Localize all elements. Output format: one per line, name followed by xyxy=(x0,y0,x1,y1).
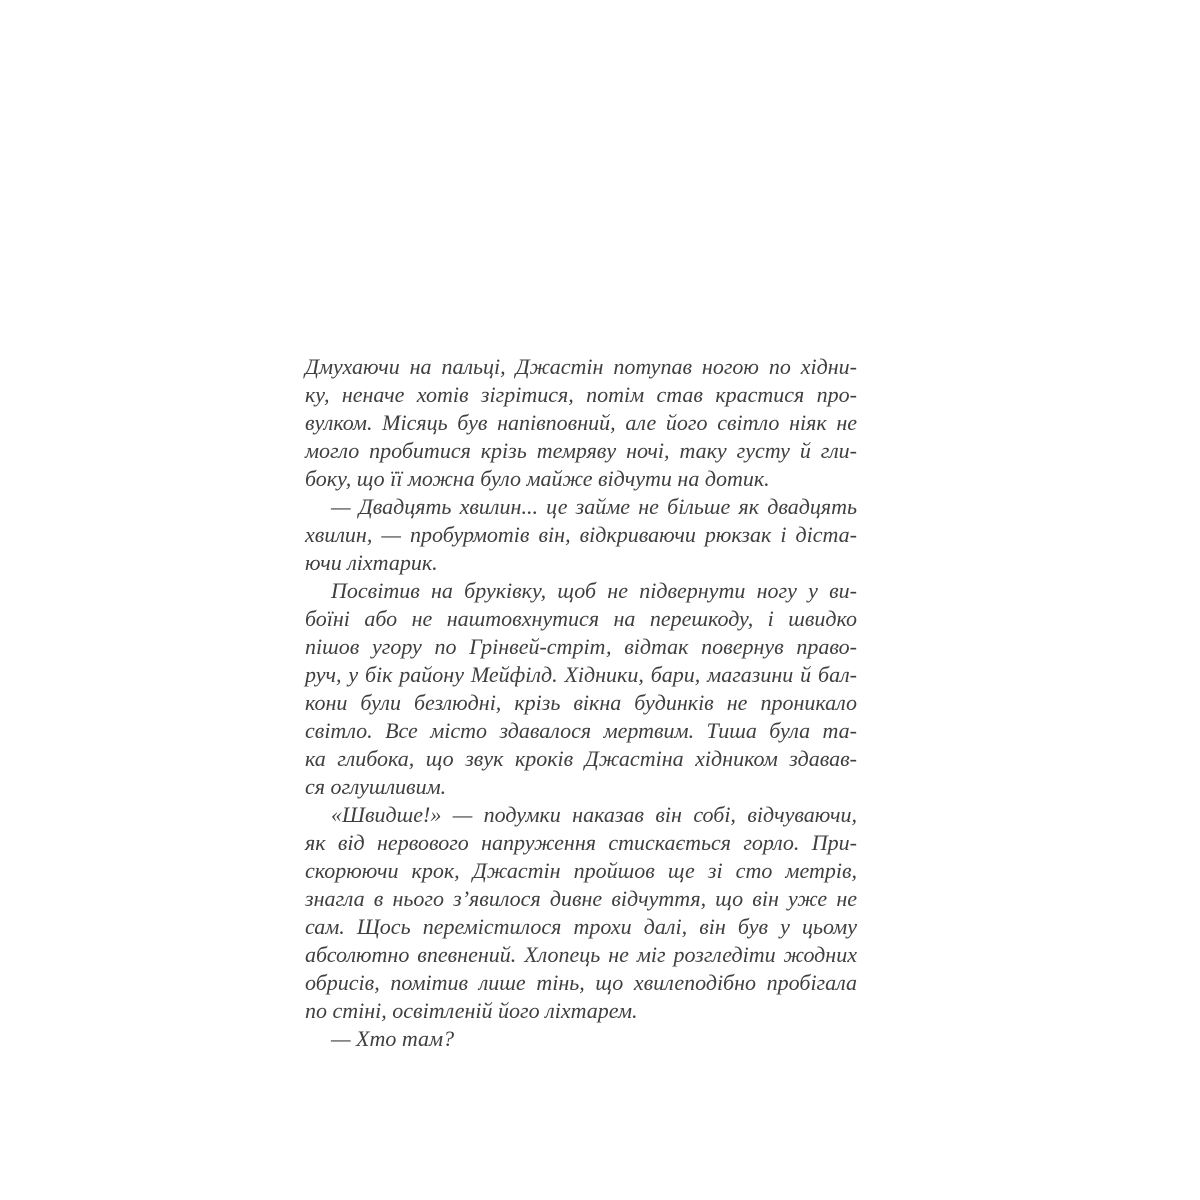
text-line: скорюючи крок, Джастін пройшов ще зі сто метрів, xyxy=(305,858,857,883)
paragraph xyxy=(305,801,857,1025)
text-line: вулком. Місяць був напівповний, але його світло ніяк не xyxy=(305,410,857,435)
text-line: кони були безлюдні, крізь вікна будинків не проникало xyxy=(305,690,857,715)
paragraph xyxy=(305,353,857,493)
paragraph xyxy=(305,1025,857,1053)
text-line: Дмухаючи на пальці, Джастін потупав ногою по хідни- xyxy=(305,354,857,379)
text-line: Посвітив на бруківку, щоб не підвернути ногу у ви- xyxy=(331,578,857,603)
text-line: могло пробитися крізь темряву ночі, таку густу й гли- xyxy=(305,438,857,463)
text-line: руч, у бік району Мейфілд. Хідники, бари, магазини й бал- xyxy=(305,662,857,687)
text-line: ся оглушливим. xyxy=(305,774,447,799)
paragraph xyxy=(305,577,857,801)
text-line: — Двадцять хвилин... це займе не більше як двадцять xyxy=(331,494,857,519)
text-line: сам. Щось перемістилося трохи далі, він був у цьому xyxy=(305,914,857,939)
text-line: ка глибока, що звук кроків Джастіна хідником здавав- xyxy=(305,746,857,771)
text-line: світло. Все місто здавалося мертвим. Тиша була та- xyxy=(305,718,857,743)
text-line: «Швидше!» — подумки наказав він собі, відчуваючи, xyxy=(331,802,857,827)
text-line: як від нервового напруження стискається горло. При- xyxy=(305,830,857,855)
text-line: боку, що її можна було майже відчути на дотик. xyxy=(305,466,770,491)
text-line: ючи ліхтарик. xyxy=(305,550,438,575)
text-line: обрисів, помітив лише тінь, що хвилеподібно пробігала xyxy=(305,970,857,995)
text-line: хвилин, — пробурмотів він, відкриваючи рюкзак і діста- xyxy=(305,522,857,547)
paragraph xyxy=(305,493,857,577)
text-line: боїні або не наштовхнутися на перешкоду, і швидко xyxy=(305,606,857,631)
text-line: ку, неначе хотів зігрітися, потім став крастися про- xyxy=(305,382,857,407)
text-line: по стіні, освітленій його ліхтарем. xyxy=(305,998,638,1023)
text-line: — Хто там? xyxy=(331,1026,455,1051)
text-block xyxy=(305,353,857,1053)
text-line: абсолютно впевнений. Хлопець не міг розгледіти жодних xyxy=(305,942,857,967)
text-line: знагла в нього з’явилося дивне відчуття, що він уже не xyxy=(305,886,857,911)
text-line: пішов угору по Грінвей-стріт, відтак повернув право- xyxy=(305,634,857,659)
